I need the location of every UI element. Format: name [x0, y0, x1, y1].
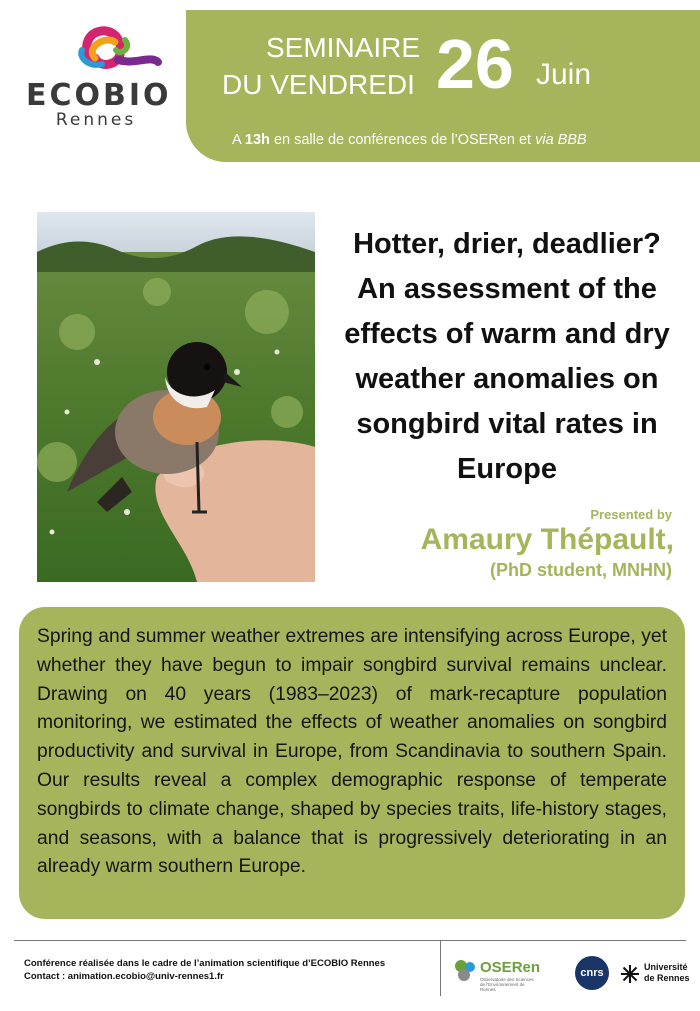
universite-rennes-logo: Université de Rennes — [620, 960, 700, 990]
stonechat-photo — [37, 212, 315, 582]
speaker-affiliation: (PhD student, MNHN) — [490, 560, 672, 580]
event-location: A 13h en salle de conférences de l’OSERen et via BBB — [232, 132, 587, 148]
header-banner — [186, 10, 700, 162]
footer-conference-note: Conférence réalisée dans le cadre de l’animation scientifique d’ECOBIO Rennes — [24, 958, 386, 969]
ecobio-swirl-icon — [20, 20, 170, 80]
abstract-box — [19, 607, 685, 919]
footer-divider — [14, 940, 686, 941]
talk-title: Hotter, drier, deadlier? An assessment of the effects of warm and dry weather anomalies on songbird vital rates in Europe — [344, 228, 670, 485]
footer-vertical-divider — [440, 940, 441, 996]
event-time: 13h — [244, 132, 270, 148]
oseren-icon — [452, 957, 478, 983]
footer-contact: Contact : animation.ecobio@univ-rennes1.fr — [24, 971, 224, 982]
oseren-logo: OSERen Observatoire des Sciences de l'Environnement de Rennes — [452, 955, 542, 995]
logo-wordmark: ECOBIO — [26, 78, 172, 113]
ecobio-logo — [20, 20, 170, 130]
logo-subtitle: Rennes — [55, 110, 137, 130]
cnrs-logo: cnrs — [575, 956, 609, 990]
vendredi-label: DU VENDREDI — [222, 69, 415, 100]
abstract-text: Spring and summer weather extremes are intensifying across Europe, yet whether they have begun to impair songbird survival remains unclear. Drawing on 40 years (1983–2023) of mark-recapture population monitoring, we estimated the effects of weather anomalies on songbird productivity and survival in Europe, from Scandinavia to southern Spain. Our results reveal a complex demographic response of temperate songbirds to climate change, shaped by species traits, life-history stages, and seasons, with a balance that is progressively deteriorating in an already warm southern Europe. — [37, 626, 667, 878]
event-month: Juin — [536, 58, 592, 91]
universite-snowflake-icon — [620, 964, 640, 984]
seminaire-label: SEMINAIRE — [266, 32, 421, 63]
footer-info — [24, 957, 385, 983]
speaker-name: Amaury Thépault, — [420, 523, 674, 556]
presented-by-label: Presented by — [590, 507, 672, 522]
event-day: 26 — [436, 25, 514, 103]
